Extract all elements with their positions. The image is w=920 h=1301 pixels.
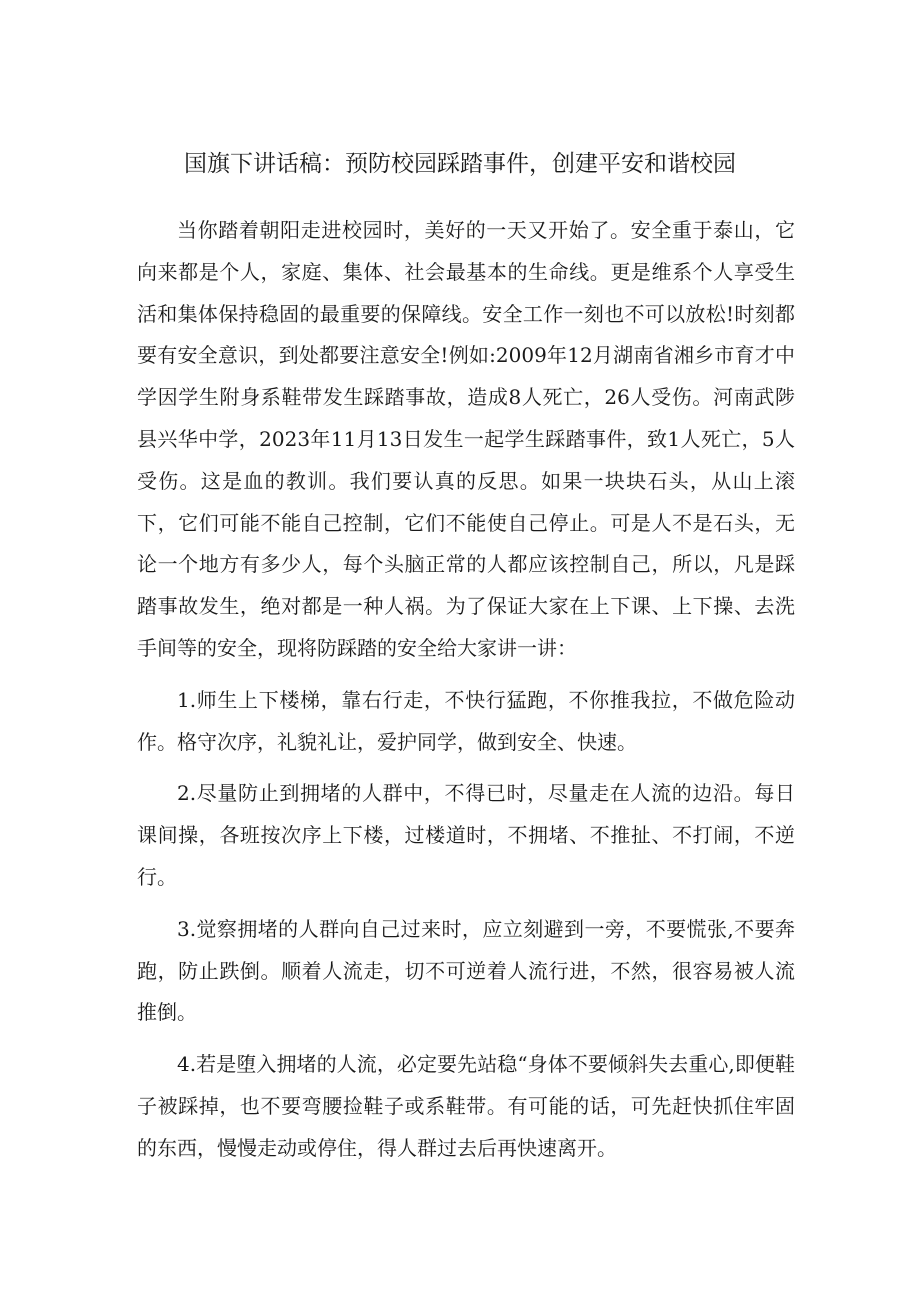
list-item: 4.若是堕入拥堵的人流，必定要先站稳“身体不要倾斜失去重心,即便鞋子被踩掉，也不要弯腰捡鞋子或系鞋带。有可能的话，可先赶快抓住牢固的东西，慢慢走动或停住，得人群过去后再快速离开。 [137, 1052, 795, 1160]
list-item: 3.觉察拥堵的人群向自己过来时，应立刻避到一旁，不要慌张,不要奔跑，防止跌倒。顺着人流走，切不可逆着人流行进，不然，很容易被人流推倒。 [137, 916, 795, 1025]
intro-paragraph: 当你踏着朝阳走进校园时，美好的一天又开始了。安全重于泰山，它向来都是个人，家庭、集体、社会最基本的生命线。更是维系个人享受生活和集体保持稳固的最重要的保障线。安全工作一刻也不可以放松!时刻都要有安全意识，到处都要注意安全!例如:2009年12月湖南省湘乡市育才中学因学生附身系鞋带发生踩踏事故，造成8人死亡，26人受伤。河南武陟县兴华中学，2023年11月13日发生一起学生踩踏事件，致1人死亡，5人受伤。这是血的教训。我们要认真的反思。如果一块块石头，从山上滚下，它们可能不能自己控制，它们不能使自己停止。可是人不是石头，无论一个地方有多少人，每个头脑正常的人都应该控制自己，所以，凡是踩踏事故发生，绝对都是一种人祸。为了保证大家在上下课、上下操、去洗手间等的安全，现将防踩踏的安全给大家讲一讲： [137, 218, 795, 660]
list-item: 2.尽量防止到拥堵的人群中，不得已时，尽量走在人流的边沿。每日课间操，各班按次序上下楼，过楼道时，不拥堵、不推扯、不打闹，不逆行。 [137, 781, 795, 889]
document-body [137, 210, 795, 1170]
list-item: 1.师生上下楼梯，靠右行走，不快行猛跑，不你推我拉，不做危险动作。格守次序，礼貌礼让，爱护同学，做到安全、快速。 [137, 687, 795, 754]
document-title: 国旗下讲话稿：预防校园踩踏事件，创建平安和谐校园 [184, 151, 736, 177]
